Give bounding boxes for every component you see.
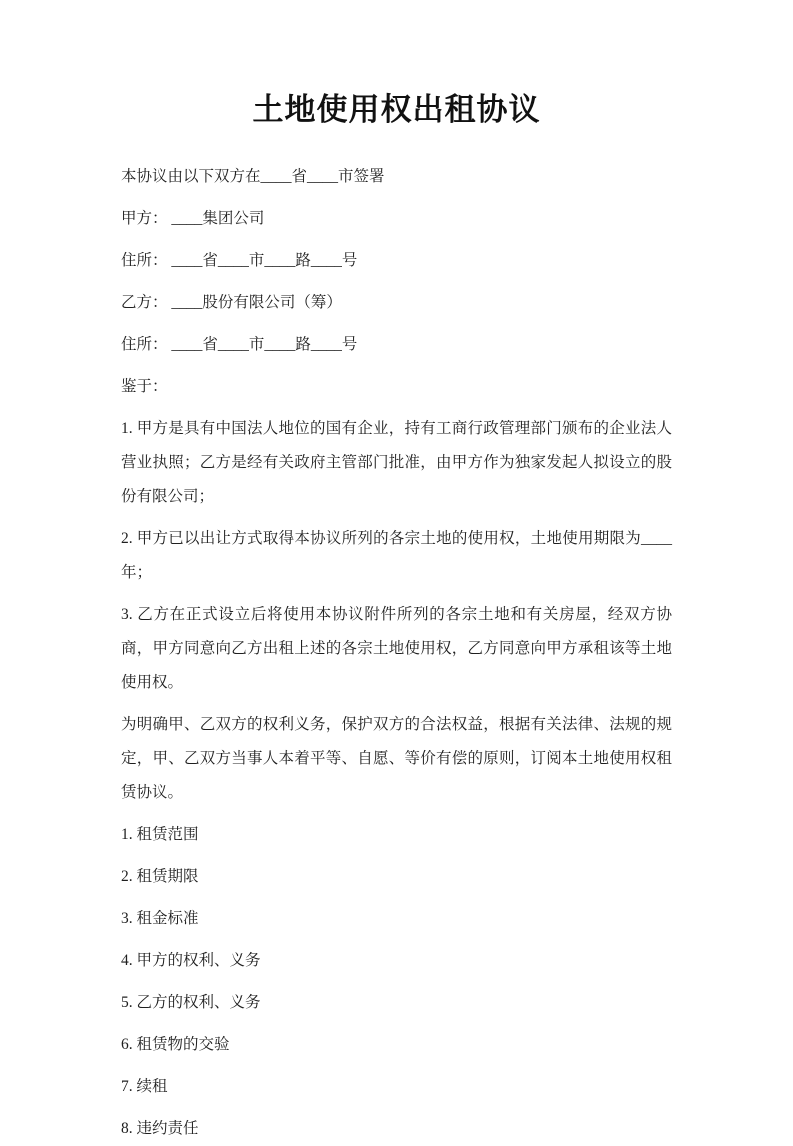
section-item-4: 4. 甲方的权利、义务 bbox=[121, 952, 261, 969]
whereas-item-3: 3. 乙方在正式设立后将使用本协议附件所列的各宗土地和有关房屋，经双方协商，甲方同意向乙方出租上述的各宗土地使用权，乙方同意向甲方承租该等土地使用权。 bbox=[121, 606, 672, 691]
section-item-8: 8. 违约责任 bbox=[121, 1120, 199, 1137]
document-title: 土地使用权出租协议 bbox=[252, 92, 541, 127]
section-item-5: 5. 乙方的权利、义务 bbox=[121, 994, 261, 1011]
section-item-2: 2. 租赁期限 bbox=[121, 868, 199, 885]
intro-line: 本协议由以下双方在____省____市签署 bbox=[121, 168, 385, 185]
whereas-item-1: 1. 甲方是具有中国法人地位的国有企业，持有工商行政管理部门颁布的企业法人营业执照；乙方是经有关政府主管部门批准，由甲方作为独家发起人拟设立的股份有限公司； bbox=[121, 420, 672, 505]
party-a-line: 甲方： ____集团公司 bbox=[121, 210, 265, 227]
section-item-3: 3. 租金标准 bbox=[121, 910, 199, 927]
party-a-address-line: 住所： ____省____市____路____号 bbox=[121, 252, 358, 269]
section-item-1: 1. 租赁范围 bbox=[121, 826, 199, 843]
party-b-address-line: 住所： ____省____市____路____号 bbox=[121, 336, 358, 353]
purpose-paragraph: 为明确甲、乙双方的权利义务，保护双方的合法权益，根据有关法律、法规的规定，甲、乙双方当事人本着平等、自愿、等价有偿的原则，订阅本土地使用权租赁协议。 bbox=[121, 716, 672, 801]
whereas-item-2: 2. 甲方已以出让方式取得本协议所列的各宗土地的使用权，土地使用期限为____年； bbox=[121, 530, 672, 581]
whereas-label: 鉴于： bbox=[121, 378, 168, 395]
party-b-line: 乙方： ____股份有限公司（筹） bbox=[121, 294, 342, 311]
section-item-6: 6. 租赁物的交验 bbox=[121, 1036, 230, 1053]
section-item-7: 7. 续租 bbox=[121, 1078, 168, 1095]
